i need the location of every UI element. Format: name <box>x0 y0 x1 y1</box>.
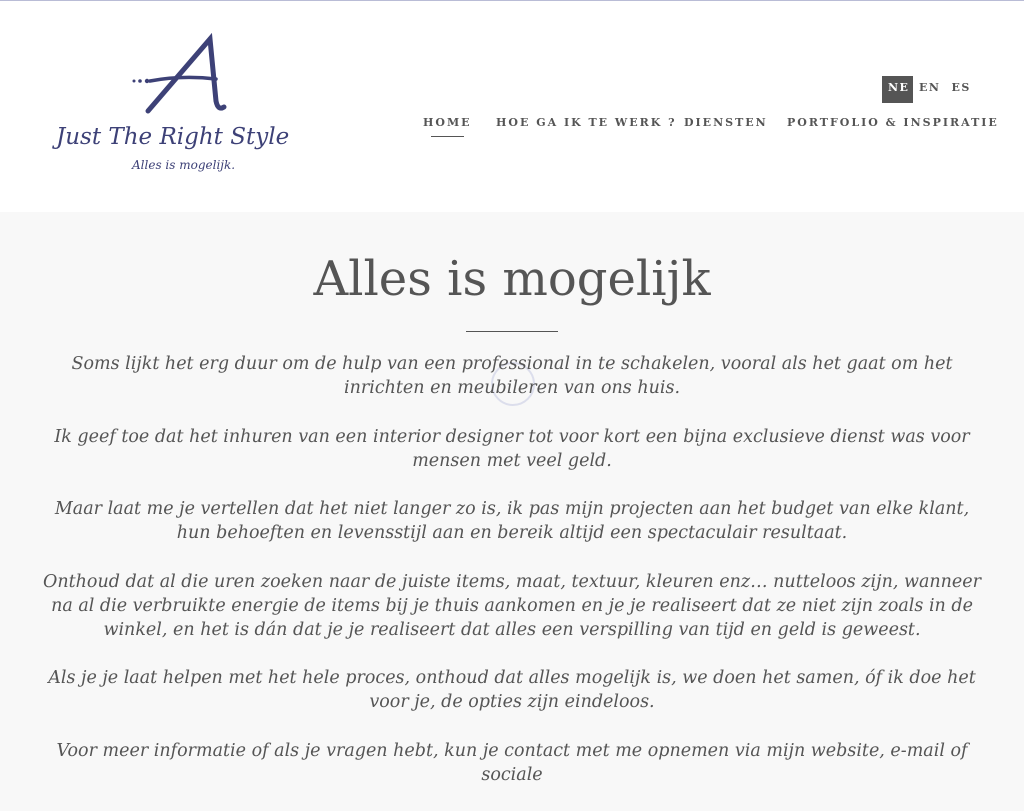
nav-diensten[interactable]: DIENSTEN <box>684 116 768 129</box>
lang-en[interactable]: EN <box>919 81 941 94</box>
language-switcher <box>882 76 976 103</box>
lang-es[interactable]: ES <box>951 81 971 94</box>
site-header <box>0 1 1024 212</box>
paragraph-3: Maar laat me je vertellen dat het niet langer zo is, ik pas mijn projecten aan het budget van elke klant, hun behoeften en levensstijl aan en bereik altijd een spectaculair resultaat. <box>54 499 970 543</box>
intro-text <box>40 352 984 811</box>
logo-graphic <box>52 31 308 181</box>
lang-ne[interactable]: NE <box>882 76 913 103</box>
site-logo[interactable] <box>52 31 308 181</box>
logo-name: Just The Right Style <box>56 124 290 150</box>
page-title: Alles is mogelijk <box>313 251 711 307</box>
title-divider <box>466 331 558 332</box>
logo-tagline: Alles is mogelijk. <box>132 158 236 172</box>
nav-portfolio[interactable]: PORTFOLIO & INSPIRATIE <box>787 116 999 129</box>
paragraph-5: Als je je laat helpen met het hele proces, onthoud dat alles mogelijk is, we doen het samen, óf ik doe het voor je, de opties zijn eindeloos. <box>48 668 976 712</box>
paragraph-1: Soms lijkt het erg duur om de hulp van een professional in te schakelen, vooral als het gaat om het inrichten en meubileren van ons huis. <box>71 354 953 398</box>
paragraph-4: Onthoud dat al die uren zoeken naar de juiste items, maat, textuur, kleuren enz… nutteloos zijn, wanneer na al die verbruikte energie de items bij je thuis aankomen en je je realiseert dat ze niet zijn zoals in de winkel, en het is dán dat je je realiseert dat alles een verspilling van tijd en geld is geweest. <box>42 571 982 640</box>
nav-werkwijze[interactable]: HOE GA IK TE WERK ? <box>496 116 677 129</box>
paragraph-2: Ik geef toe dat het inhuren van een interior designer tot voor kort een bijna exclusieve dienst was voor mensen met veel geld. <box>54 426 970 471</box>
nav-home[interactable]: HOME <box>423 116 472 129</box>
paragraph-6: Voor meer informatie of als je vragen hebt, kun je contact met me opnemen via mijn website, e-mail of sociale <box>56 740 968 785</box>
